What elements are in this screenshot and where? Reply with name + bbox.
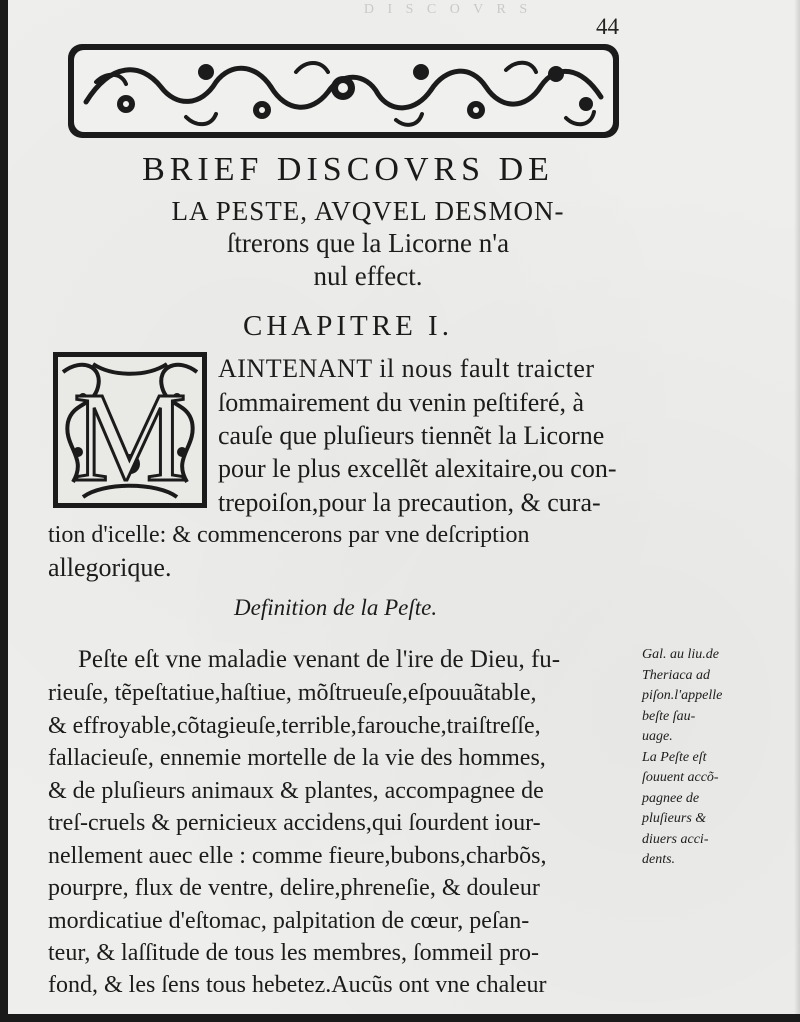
marginal-note-line: pagnee de	[642, 790, 700, 806]
definition-line: rieuſe, tẽpeſtatiue,haſtiue, mõſtrueuſe,eſpouuãtable,	[48, 680, 537, 706]
definition-line: & de pluſieurs animaux & plantes, accompagnee de	[48, 778, 544, 804]
marginal-note-line: La Peſte eſt	[642, 749, 707, 765]
subtitle-line: nul effect.	[313, 261, 423, 291]
ornament-headpiece	[66, 42, 621, 140]
marginal-note-line: Gal. au liu.de	[642, 647, 719, 662]
definition-line: mordicatiue d'eſtomac, palpitation de cœur, peſan-	[48, 908, 530, 934]
definition-line: nellement auec elle : comme fieure,bubons,charbõs,	[48, 843, 547, 869]
intro-line: ſommairement du venin peſtiferé, à	[218, 388, 585, 417]
marginal-note-line: Theriaca ad	[642, 667, 711, 683]
intro-line: pour le plus excellẽt alexitaire,ou con-	[218, 454, 617, 483]
subtitle-line: LA PESTE, AVQVEL DESMON-	[171, 196, 565, 226]
page-number: 44	[596, 14, 619, 39]
drop-capital-m	[53, 352, 207, 508]
intro-line: cauſe que pluſieurs tiennẽt la Licorne	[218, 421, 605, 450]
definition-line: teur, & laſſitude de tous les membres, ſommeil pro-	[48, 940, 539, 966]
definition-line: fond, & les ſens tous hebetez.Aucũs ont vne chaleur	[48, 972, 547, 998]
definition-line: pourpre, flux de ventre, delire,phreneſie, & douleur	[48, 875, 540, 901]
intro-line: allegorique.	[48, 553, 172, 582]
book-page	[8, 0, 800, 1014]
marginal-note-line: uage.	[642, 729, 673, 744]
marginal-note-line: pluſieurs &	[642, 811, 707, 826]
svg-text:M: M	[73, 366, 187, 508]
intro-line: AINTENANT il nous fault traicter	[218, 354, 595, 383]
marginal-note-line: diuers acci-	[642, 831, 709, 847]
marginal-note-line: ſouuent accõ-	[642, 770, 719, 785]
bleed-through-header: D I S C O V R S	[363, 2, 533, 17]
section-heading: Definition de la Peſte.	[234, 595, 438, 620]
definition-line: treſ-cruels & pernicieux accidens,qui ſourdent iour-	[48, 810, 541, 836]
marginal-note-line: piſon.l'appelle	[642, 688, 723, 703]
page-edge-shadow	[794, 0, 800, 1014]
marginal-note	[642, 645, 792, 871]
definition-line: & effroyable,cõtagieuſe,terrible,farouche,traiſtreſſe,	[48, 713, 541, 739]
intro-line: trepoiſon,pour la precaution, & cura-	[218, 488, 601, 517]
chapter-title: BRIEF DISCOVRS DE	[142, 151, 554, 188]
definition-line: fallacieuſe, ennemie mortelle de la vie des hommes,	[48, 745, 546, 771]
definition-line: Peſte eſt vne maladie venant de l'ire de Dieu, fu-	[78, 646, 561, 673]
subtitle-line: ſtrerons que la Licorne n'a	[226, 228, 510, 258]
marginal-note-line: dents.	[642, 852, 676, 867]
intro-line: tion d'icelle: & commencerons par vne deſcription	[48, 522, 530, 548]
marginal-note-line: beſte ſau-	[642, 708, 696, 724]
chapter-heading: CHAPITRE I.	[243, 310, 453, 342]
